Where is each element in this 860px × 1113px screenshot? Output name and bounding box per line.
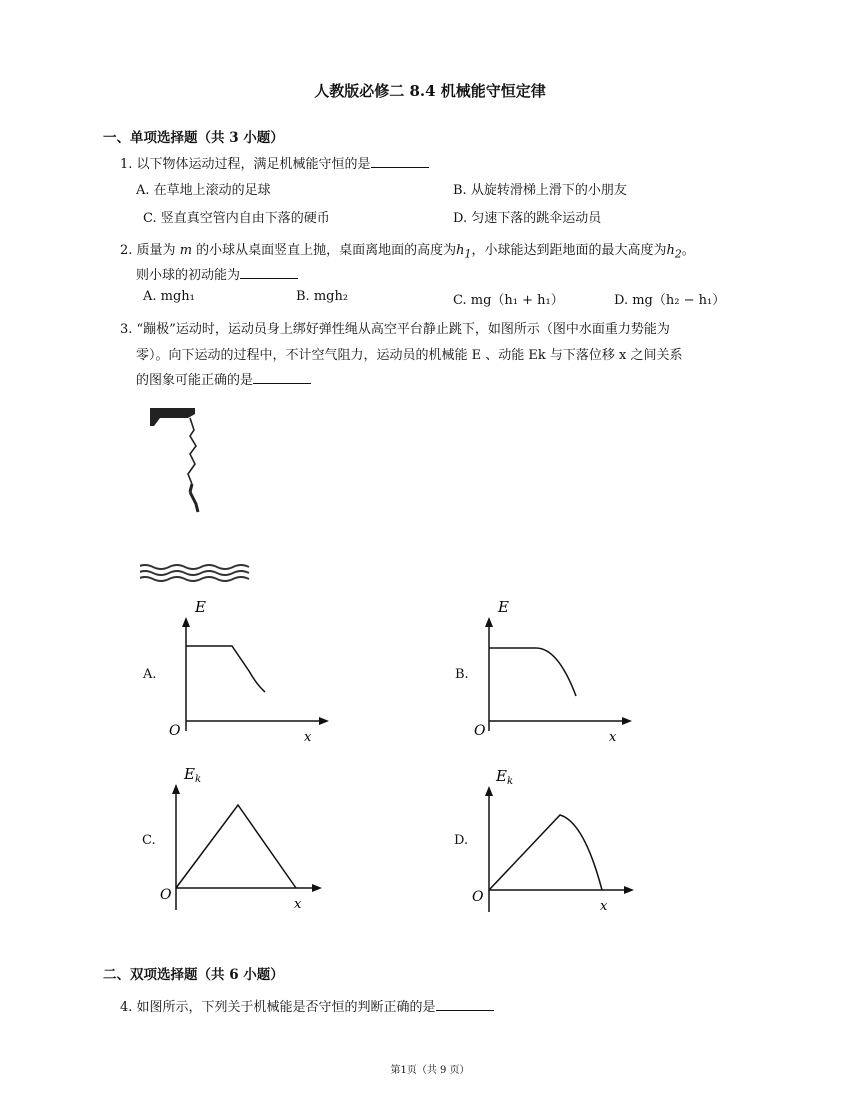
graph-b: [470, 593, 640, 748]
bungee-figure: [140, 400, 260, 590]
origin-label: O: [160, 887, 172, 903]
question-text: 的图象可能正确的是: [136, 373, 254, 388]
option-b: B. mgh₂: [296, 289, 349, 304]
x-axis-label: x: [609, 730, 617, 745]
option-c: C. mg（h₁ + h₁）: [453, 293, 564, 308]
question-3-line1: 3. “蹦极”运动时，运动员身上绑好弹性绳从高空平台静止跳下，如图所示（图中水面重力势能为: [120, 322, 670, 337]
x-axis-label: x: [304, 730, 312, 745]
answer-blank: [436, 998, 494, 1011]
question-text: ，小球能达到距地面的最大高度为: [471, 243, 667, 258]
answer-blank: [253, 371, 311, 384]
option-a: A. mgh₁: [143, 289, 195, 304]
question-2-stem: [120, 239, 695, 261]
question-1-stem: [120, 153, 429, 172]
option-c: C. 竖直真空管内自由下落的硬币: [143, 211, 330, 226]
question-text: 的小球从桌面竖直上抛，桌面离地面的高度为: [196, 243, 457, 258]
question-2-line2: [136, 264, 298, 283]
answer-blank: [240, 266, 298, 279]
graph-c: [160, 758, 330, 918]
y-axis-label: E: [195, 598, 206, 616]
question-3-line2: 零）。向下运动的过程中，不计空气阻力，运动员的机械能 E 、动能 Ek 与下落位移 x 之间关系: [136, 348, 683, 363]
page-footer: 第1页（共 9 页）: [390, 1065, 470, 1076]
option-a-label: A.: [143, 667, 157, 682]
x-axis-label: x: [600, 899, 608, 914]
math-h2: $h_2$: [666, 243, 682, 261]
option-d: D. mg（h₂ − h₁）: [614, 293, 726, 308]
math-h1: $h_1$: [456, 243, 472, 261]
origin-label: O: [169, 723, 181, 739]
question-text: 则小球的初动能为: [136, 268, 241, 283]
x-axis-label: x: [294, 897, 302, 912]
option-b-label: B.: [455, 667, 469, 682]
option-c-label: C.: [142, 833, 156, 848]
option-d: D. 匀速下落的跳伞运动员: [453, 211, 602, 226]
question-text: 4. 如图所示，下列关于机械能是否守恒的判断正确的是: [120, 1000, 436, 1015]
origin-label: O: [472, 889, 484, 905]
y-axis-label: $E_k$: [496, 767, 514, 787]
question-text: 1. 以下物体运动过程，满足机械能守恒的是: [120, 157, 371, 172]
section-heading-single-choice: 一、单项选择题（共 3 小题）: [103, 130, 284, 146]
origin-label: O: [474, 723, 486, 739]
y-axis-label: $E_k$: [184, 765, 202, 785]
section-heading-double-choice: 二、双项选择题（共 6 小题）: [103, 967, 284, 983]
y-axis-label: E: [498, 598, 509, 616]
option-b: B. 从旋转滑梯上滑下的小朋友: [453, 183, 627, 198]
question-3-line3: [136, 369, 311, 388]
answer-blank: [371, 155, 429, 168]
math-m: m: [179, 243, 193, 258]
question-text: 。: [681, 243, 695, 258]
option-a: A. 在草地上滚动的足球: [136, 183, 271, 198]
page-title: 人教版必修二 8.4 机械能守恒定律: [314, 82, 546, 100]
question-4-stem: [120, 996, 494, 1015]
graph-d: [472, 760, 642, 920]
graph-a: [165, 593, 335, 748]
question-text: 2. 质量为: [120, 243, 176, 258]
option-d-label: D.: [454, 833, 469, 848]
